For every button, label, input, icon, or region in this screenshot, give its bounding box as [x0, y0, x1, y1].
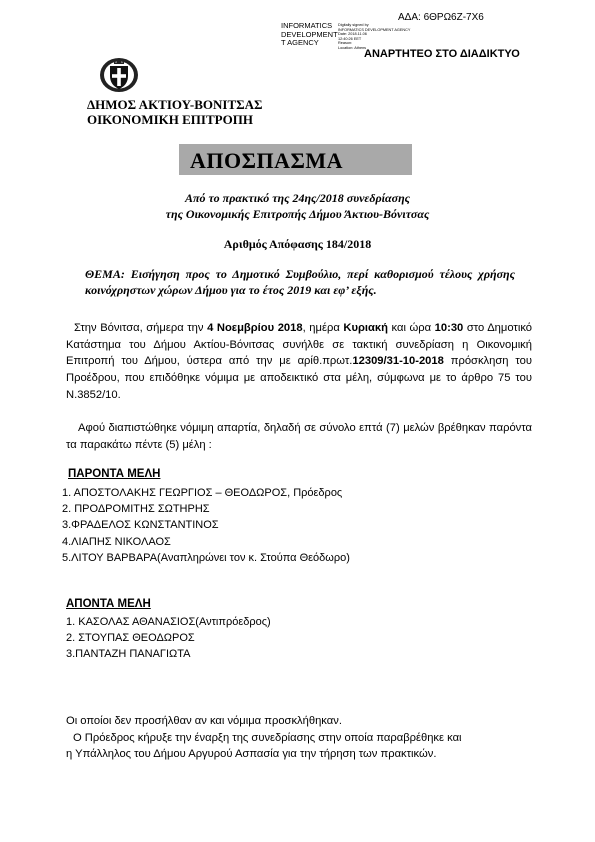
paragraph-text: , ημέρα — [302, 322, 344, 334]
meeting-day: Κυριακή — [343, 322, 388, 334]
decision-number: Αριθμός Απόφασης 184/2018 — [223, 237, 372, 251]
minutes-line: της Οικονομικής Επιτροπής Δήμου Άκτιου-Βόνιτσας — [165, 207, 430, 221]
signature-detail: Date: 2018.11.06 — [338, 32, 367, 37]
meeting-paragraph — [66, 320, 532, 404]
present-member: 4.ΛΙΑΠΗΣ ΝΙΚΟΛΑΟΣ — [62, 535, 171, 548]
protocol-number: 12309/31-10-2018 — [352, 355, 444, 368]
absent-member: 2. ΣΤΟΥΠΑΣ ΘΕΟΔΩΡΟΣ — [66, 632, 195, 645]
paragraph-text: στο Δημοτικό Κατάστημα του Δήμου Ακτίου-Βόνιτσας συνήλθε σε τακτική συνεδρίαση η Οικονομική Επιτροπή του Δήμου, ύστερα από την με αρίθ.πρωτ. — [66, 322, 532, 368]
present-member: 1. ΑΠΟΣΤΟΛΑΚΗΣ ΓΕΩΡΓΙΟΣ – ΘΕΟΔΩΡΟΣ, Πρόεδρος — [62, 487, 343, 499]
municipality-name: ΔΗΜΟΣ ΑΚΤΙΟΥ-ΒΟΝΙΤΣΑΣ — [87, 97, 263, 112]
signature-brand — [281, 22, 338, 48]
subject: ΘΕΜΑ: Εισήγηση προς το Δημοτικό Συμβούλιο, περί καθορισμού τέλους χρήσης κοινόχρηστων χώρων Δήμου για το έτος 2019 και εφ’ εξής. — [85, 267, 515, 297]
absent-member: 1. ΚΑΣΟΛΑΣ ΑΘΑΝΑΣΙΟΣ(Αντιπρόεδρος) — [66, 616, 271, 628]
absent-members-title: ΑΠΟΝΤΑ ΜΕΛΗ — [66, 598, 151, 610]
greek-emblem-icon — [98, 52, 140, 99]
closing-line: Ο Πρόεδρος κήρυξε την έναρξη της συνεδρίασης στην οποία παραβρέθηκε και — [73, 731, 462, 744]
committee-name: ΟΙΚΟΝΟΜΙΚΗ ΕΠΙΤΡΟΠΗ — [87, 112, 253, 127]
paragraph-text: Στην Βόνιτσα, σήμερα την — [74, 322, 208, 334]
closing-line: Οι οποίοι δεν προσήλθαν αν και νόμιμα προσκλήθηκαν. — [66, 715, 342, 727]
present-members-list — [62, 485, 350, 566]
present-member: 2. ΠΡΟΔΡΟΜΙΤΗΣ ΣΩΤΗΡΗΣ — [62, 503, 210, 516]
signature-detail: 12:40:26 EET — [338, 36, 362, 41]
signature-detail: Reason: — [338, 41, 353, 46]
signature-detail: Digitally signed by — [338, 23, 369, 27]
posted-online-label: ΑΝΑΡΤΗΤΕΟ ΣΤΟ ΔΙΑΔΙΚΤΥΟ — [364, 48, 520, 60]
present-members-title: ΠΑΡΟΝΤΑ ΜΕΛΗ — [68, 468, 161, 480]
present-member: 3.ΦΡΑΔΕΛΟΣ ΚΩΝΣΤΑΝΤΙΝΟΣ — [62, 519, 219, 532]
absent-members-list — [66, 614, 271, 663]
brand-line: INFORMATICS — [281, 21, 333, 30]
present-member: 5.ΛΙΤΟΥ ΒΑΡΒΑΡΑ(Αναπληρώνει τον κ. Στούπα Θεόδωρο) — [62, 551, 350, 564]
ada-code: ΑΔΑ: 6ΘΡΩ6Ζ-7Χ6 — [398, 12, 484, 23]
paragraph-text: πρόσκληση του Προέδρου, που επιδόθηκε νόμιμα με αποδεικτικό στα μέλη, σύμφωνα με το άρθρο 75 του Ν.3852/10. — [66, 355, 532, 401]
paragraph-text: και ώρα — [387, 322, 435, 334]
minutes-line: Από το πρακτικό της 24ης/2018 συνεδρίασης — [184, 191, 411, 205]
municipality-block — [87, 97, 263, 127]
brand-line: DEVELOPMENT — [281, 29, 338, 39]
document-title: ΑΠΟΣΠΑΣΜΑ — [190, 148, 344, 173]
closing-line: η Υπάλληλος του Δήμου Αργυρού Ασπασία για την τήρηση των πρακτικών. — [66, 748, 437, 760]
absent-member: 3.ΠΑΝΤΑΖΗ ΠΑΝΑΓΙΩΤΑ — [66, 648, 191, 661]
brand-line: T AGENCY — [281, 38, 319, 47]
signature-detail: Location: Athens — [338, 45, 367, 50]
minutes-reference — [0, 190, 595, 222]
meeting-date: 4 Νοεμβρίου 2018 — [207, 322, 303, 334]
closing-paragraph — [66, 713, 462, 763]
signature-detail: INFORMATICS DEVELOPMENT AGENCY — [338, 27, 411, 32]
quorum-paragraph: Αφού διαπιστώθηκε νόμιμη απαρτία, δηλαδή σε σύνολο επτά (7) μελών βρέθηκαν παρόντα τα παρακάτω πέντε (5) μέλη : — [66, 422, 532, 451]
meeting-time: 10:30 — [434, 322, 464, 334]
digital-signature-details — [338, 23, 410, 51]
